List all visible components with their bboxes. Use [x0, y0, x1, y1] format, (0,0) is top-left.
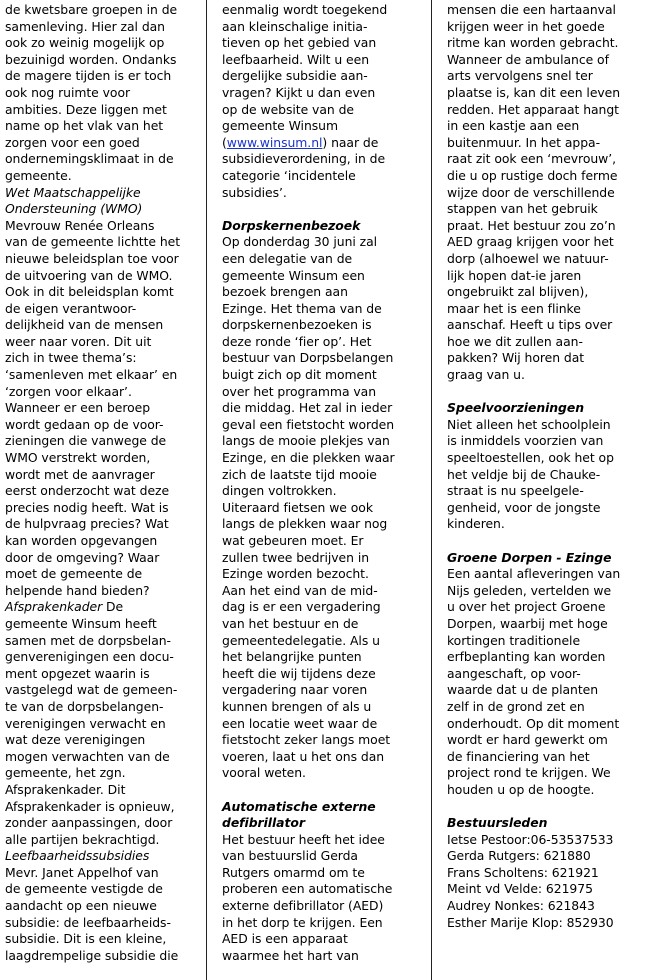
- text-line: gemeente.: [5, 167, 72, 183]
- paragraph-gap: [222, 782, 418, 799]
- text-line: mogen verwachten van de: [5, 748, 170, 764]
- text-line: Rutgers omarmd om te: [222, 864, 365, 880]
- text-line: Uiteraard fietsen we ook: [222, 499, 373, 515]
- text-line: de hulpvraag precies? Wat: [5, 516, 169, 532]
- text-line: geval een fietstocht worden: [222, 416, 395, 432]
- text-line: onderhoudt. Op dit moment: [447, 715, 620, 731]
- website-link[interactable]: www.winsum.nl: [226, 134, 323, 150]
- text-line: mensen die een hartaanval: [447, 2, 616, 17]
- text-line: in een kastje aan een: [447, 118, 580, 134]
- text-line: Ook in dit beleidsplan komt: [5, 284, 174, 300]
- section-heading: Dorpskernenbezoek: [222, 217, 361, 233]
- text-line: die middag. Het zal in ieder: [222, 400, 393, 416]
- subheading: Afsprakenkader: [5, 599, 103, 615]
- text-line: genheid, voor de jongste: [447, 499, 601, 515]
- column-divider: [431, 0, 432, 980]
- text-line: Wanneer er een beroep: [5, 400, 151, 416]
- text-line: gemeente Winsum een: [222, 267, 365, 283]
- text-fragment: De: [102, 599, 124, 615]
- section-heading: defibrillator: [222, 815, 305, 831]
- text-line: dag is er een vergadering: [222, 599, 381, 615]
- text-line: categorie ‘incidentele: [222, 167, 356, 183]
- text-line: erfbeplanting kan worden: [447, 649, 606, 665]
- text-line: zieningen die vanwege de: [5, 433, 167, 449]
- text-line: Het bestuur heeft het idee: [222, 831, 385, 847]
- text-line: fietstocht zeker langs moet: [222, 732, 391, 748]
- text-fragment: ) naar de: [322, 134, 379, 150]
- text-line: vastgelegd wat de gemeen-: [5, 682, 178, 698]
- text-line: heeft die wij tijdens deze: [222, 665, 376, 681]
- text-line: graag van u.: [447, 367, 525, 383]
- text-line: nieuwe beleidsplan toe voor: [5, 250, 179, 266]
- text-line: straat is nu speelgele-: [447, 483, 584, 499]
- text-line: ondernemingsklimaat in de: [5, 151, 174, 167]
- text-line: ongebruikt zal blijven),: [447, 284, 589, 300]
- text-line: Nijs geleden, vertelden we: [447, 582, 612, 598]
- text-line: samenleving. Hier zal dan: [5, 18, 165, 34]
- section-heading: Automatische externe: [222, 798, 376, 814]
- text-line: eenmalig wordt toegekend: [222, 2, 388, 17]
- text-line-with-link: [222, 135, 418, 152]
- subheading: Leefbaarheidssubsidies: [5, 848, 150, 864]
- text-line: buigt zich op dit moment: [222, 367, 377, 383]
- text-line: zullen twee bedrijven in: [222, 549, 370, 565]
- text-line: kortingen traditionele: [447, 632, 581, 648]
- text-line: dorpskernenbezoeken is: [222, 317, 372, 333]
- text-line: bestuur van Dorpsbelangen: [222, 350, 394, 366]
- text-line: wat deze verenigingen: [5, 732, 146, 748]
- text-line: het veldje bij de Chauke-: [447, 466, 601, 482]
- text-line: verenigingen verwacht en: [5, 715, 166, 731]
- text-line: Een aantal afleveringen van: [447, 566, 621, 582]
- text-line: helpende hand bieden?: [5, 582, 150, 598]
- text-line: speeltoestellen, ook het op: [447, 450, 614, 466]
- text-line: weer naar voren. Dit uit: [5, 333, 152, 349]
- text-line: Gerda Rutgers: 621880: [447, 848, 591, 864]
- text-line: houden u op de hoogte.: [447, 781, 595, 797]
- text-line: langs de mooie plekjes van: [222, 433, 390, 449]
- text-line: de kwetsbare groepen in de: [5, 2, 178, 17]
- text-line: wordt met de aanvrager: [5, 466, 155, 482]
- text-line: arts vervolgens snel ter: [447, 68, 593, 84]
- text-line: is inmiddels voorzien van: [447, 433, 604, 449]
- text-line: ritme kan worden gebracht.: [447, 35, 619, 51]
- text-line: ook zo weinig mogelijk op: [5, 35, 165, 51]
- text-line: van bestuurslid Gerda: [222, 848, 358, 864]
- text-line: proberen een automatische: [222, 881, 393, 897]
- text-line: laagdrempelige subsidie die: [5, 947, 179, 963]
- text-line: te van de dorpsbelangen-: [5, 698, 164, 714]
- text-line: wat gebeuren moet. Er: [222, 533, 364, 548]
- text-line: moet de gemeente de: [5, 566, 143, 582]
- text-line: hoe we dit zullen aan-: [447, 333, 583, 349]
- text-line: samen met de dorpsbelan-: [5, 632, 171, 648]
- text-line: dingen voltrokken.: [222, 483, 337, 499]
- subheading: Ondersteuning (WMO): [5, 201, 143, 217]
- column-divider: [206, 0, 207, 980]
- text-line: waarmee het hart van: [222, 947, 359, 963]
- text-line: delijkheid van de mensen: [5, 317, 164, 333]
- text-line: ‘zorgen voor elkaar’.: [5, 383, 132, 399]
- text-line: WMO verstrekt worden,: [5, 450, 151, 466]
- text-line: zich de laatste tijd mooie: [222, 466, 377, 482]
- text-line: vergadering naar voren: [222, 682, 368, 698]
- text-line: over het programma van: [222, 383, 377, 399]
- text-line: gemeentedelegatie. Als u: [222, 632, 380, 648]
- text-line: wijze door de verschillende: [447, 184, 615, 200]
- text-line: zelf in de grond zet en: [447, 698, 585, 714]
- text-line: gemeente Winsum: [222, 118, 338, 134]
- text-line: AED is een apparaat: [222, 931, 348, 947]
- paragraph-gap: [447, 799, 661, 816]
- subheading: Wet Maatschappelijke: [5, 184, 141, 200]
- text-line: AED graag krijgen voor het: [447, 234, 614, 250]
- text-line: de eigen verantwoor-: [5, 300, 137, 316]
- text-line: bezoek brengen aan: [222, 284, 348, 300]
- text-line: plaatse is, kan dit een leven: [447, 84, 621, 100]
- text-line: aangeschaft, op voor-: [447, 665, 581, 681]
- text-line: kinderen.: [447, 516, 505, 532]
- text-line: praat. Het bestuur zou zo’n: [447, 217, 616, 233]
- text-line: Op donderdag 30 juni zal: [222, 234, 378, 250]
- paragraph-gap: [447, 384, 661, 401]
- text-line: van de gemeente lichtte het: [5, 234, 181, 250]
- text-line: subsidieverordening, in de: [222, 151, 386, 167]
- text-line: vooral weten.: [222, 765, 306, 781]
- text-line: Niet alleen het schoolplein: [447, 416, 611, 432]
- section-heading: Groene Dorpen - Ezinge: [447, 549, 612, 565]
- text-line: deze ronde ‘fier op’. Het: [222, 333, 372, 349]
- text-line: wordt gedaan op de voor-: [5, 416, 164, 432]
- text-line: krijgen weer in het goede: [447, 18, 605, 34]
- text-line: gemeente Winsum heeft: [5, 615, 157, 631]
- text-line: subsidies’.: [222, 184, 287, 200]
- text-line: de uitvoering van de WMO.: [5, 267, 173, 283]
- text-line: Meint vd Velde: 621975: [447, 881, 593, 897]
- text-line: Wanneer de ambulance of: [447, 51, 609, 67]
- text-line: aanschaf. Heeft u tips over: [447, 317, 613, 333]
- section-heading: Speelvoorzieningen: [447, 400, 585, 416]
- text-line: dergelijke subsidie aan-: [222, 68, 368, 84]
- text-line: subsidie: de leefbaarheids-: [5, 914, 171, 930]
- text-line: vragen? Kijkt u dan even: [222, 84, 376, 100]
- text-line: een locatie weet waar de: [222, 715, 378, 731]
- text-line: wordt er hard gewerkt om: [447, 732, 608, 748]
- text-line: buitenmuur. In het appa-: [447, 134, 601, 150]
- text-line: leefbaarheid. Wilt u een: [222, 51, 369, 67]
- text-line: lijk hopen dat-ie jaren: [447, 267, 582, 283]
- text-line: project rond te krijgen. We: [447, 765, 611, 781]
- text-line: het belangrijke punten: [222, 649, 362, 665]
- text-line: gemeente, het zgn.: [5, 765, 126, 781]
- text-line: ‘samenleven met elkaar’ en: [5, 367, 178, 383]
- text-line: Aan het eind van de mid-: [222, 582, 378, 598]
- text-line: op de website van de: [222, 101, 354, 117]
- text-line: genverenigingen een docu-: [5, 649, 174, 665]
- text-line: Audrey Nonkes: 621843: [447, 898, 595, 914]
- text-line: zich in twee thema’s:: [5, 350, 137, 366]
- text-line: tieven op het gebied van: [222, 35, 377, 51]
- text-line: Ezinge worden bezocht.: [222, 566, 369, 582]
- text-line: die u op rustige doch ferme: [447, 167, 618, 183]
- text-line: Mevrouw Renée Orleans: [5, 217, 155, 233]
- text-line: externe defibrillator (AED): [222, 898, 384, 914]
- text-line: subsidie. Dit is een kleine,: [5, 931, 167, 947]
- text-line: de magere tijden is er toch: [5, 68, 172, 84]
- text-line: ambities. Deze liggen met: [5, 101, 167, 117]
- text-line: ment opgezet waarin is: [5, 665, 150, 681]
- text-fragment: (: [222, 134, 227, 150]
- text-line: Esther Marije Klop: 852930: [447, 914, 614, 930]
- text-line: raat zit ook een ‘mevrouw’,: [447, 151, 617, 167]
- text-line: langs de plekken waar nog: [222, 516, 388, 532]
- text-line: waarde dat u de planten: [447, 682, 599, 698]
- text-line: Afsprakenkader. Dit: [5, 781, 126, 797]
- text-line: Ezinge. Het thema van de: [222, 300, 382, 316]
- text-line: zonder aanpassingen, door: [5, 815, 173, 831]
- text-line: door de omgeving? Waar: [5, 549, 160, 565]
- text-line: de financiering van het: [447, 748, 590, 764]
- text-line: redden. Het apparaat hangt: [447, 101, 619, 117]
- text-line: Dorpen, waarbij met hoge: [447, 615, 608, 631]
- subheading-line: [5, 599, 199, 616]
- text-line: pakken? Wij horen dat: [447, 350, 585, 366]
- text-line: dorp (alhoewel we natuur-: [447, 250, 609, 266]
- text-line: van het bestuur en de: [222, 615, 359, 631]
- text-line: precies nodig heeft. Wat is: [5, 499, 169, 515]
- text-line: maar het is een flinke: [447, 300, 581, 316]
- paragraph-gap: [447, 533, 661, 550]
- column-left: [5, 2, 199, 964]
- text-line: kan worden opgevangen: [5, 533, 158, 548]
- text-line: Ezinge, en die plekken waar: [222, 450, 395, 466]
- text-line: u over het project Groene: [447, 599, 606, 615]
- text-line: stappen van het gebruik: [447, 201, 598, 217]
- paragraph-gap: [222, 201, 418, 218]
- text-line: Frans Scholtens: 621921: [447, 864, 599, 880]
- text-line: de gemeente vestigde de: [5, 881, 163, 897]
- text-line: zorgen voor een goed: [5, 134, 140, 150]
- text-line: Ietse Pestoor:06-53537533: [447, 831, 614, 847]
- text-line: ook nog ruimte voor: [5, 84, 131, 100]
- text-line: Mevr. Janet Appelhof van: [5, 864, 159, 880]
- text-line: een delegatie van de: [222, 250, 353, 266]
- text-line: aandacht op een nieuwe: [5, 898, 157, 914]
- column-right: [447, 2, 661, 931]
- section-heading: Bestuursleden: [447, 815, 548, 831]
- text-line: alle partijen bekrachtigd.: [5, 831, 160, 847]
- text-line: eerst onderzocht wat deze: [5, 483, 170, 499]
- text-line: Afsprakenkader is opnieuw,: [5, 798, 175, 814]
- text-line: bezuinigd worden. Ondanks: [5, 51, 177, 67]
- text-line: name op het vlak van het: [5, 118, 164, 134]
- text-line: in het dorp te krijgen. Een: [222, 914, 383, 930]
- text-line: voeren, laat u het ons dan: [222, 748, 385, 764]
- text-line: aan kleinschalige initia-: [222, 18, 368, 34]
- text-line: kunnen brengen of als u: [222, 698, 372, 714]
- column-middle: [222, 2, 418, 964]
